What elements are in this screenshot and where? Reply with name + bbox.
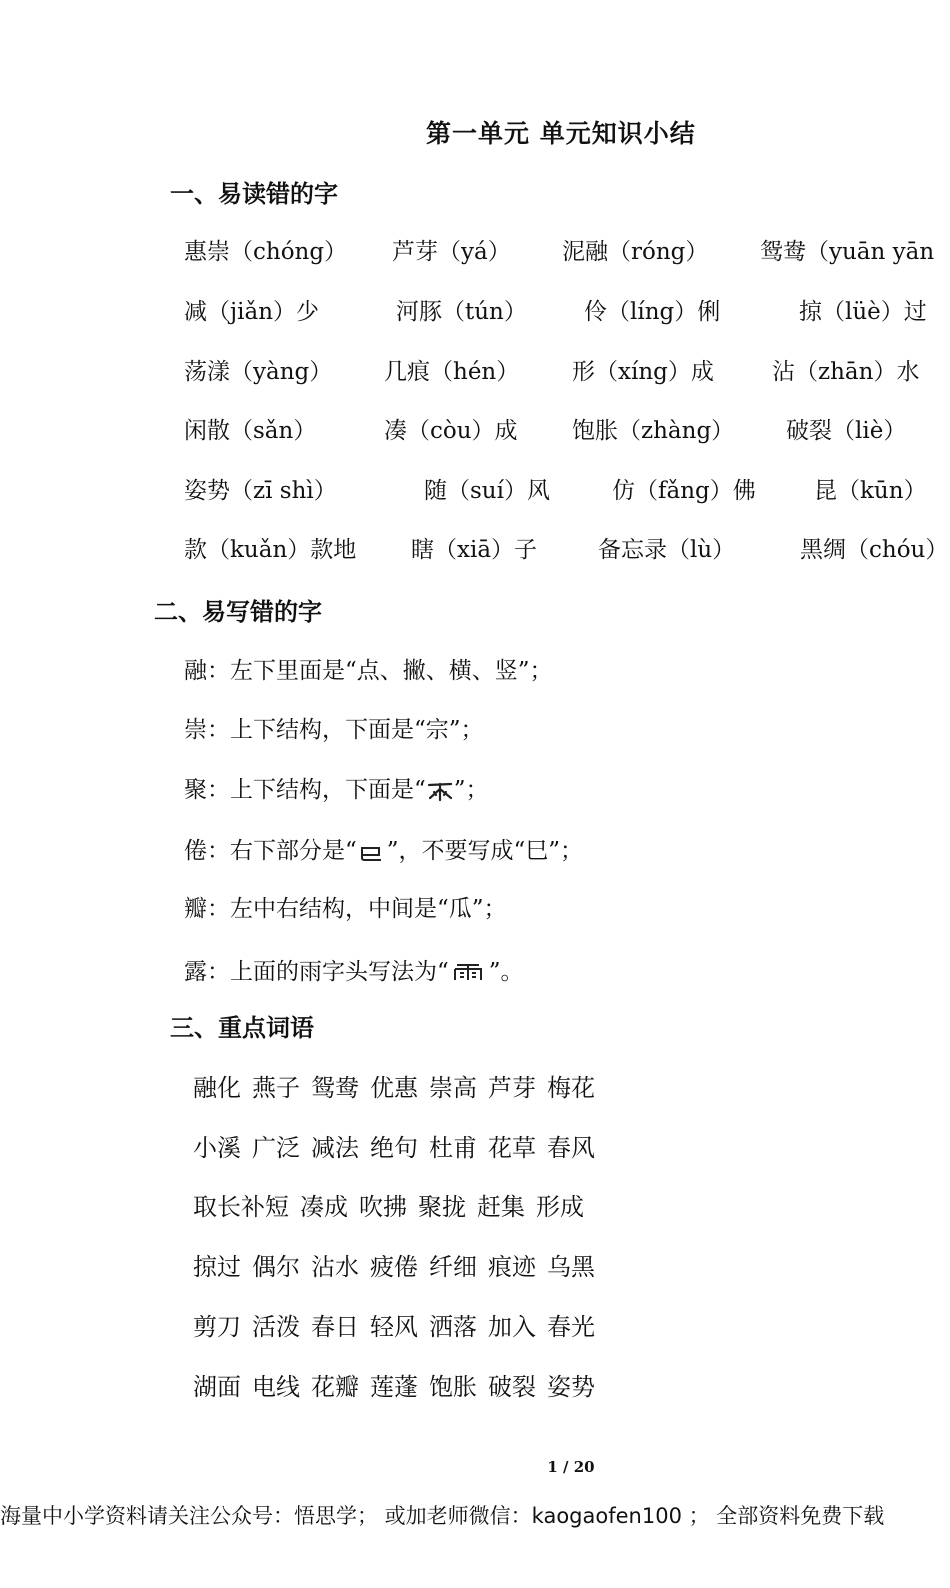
word: 春风 [547, 1134, 595, 1162]
word: 聚拢 [418, 1193, 466, 1221]
word-row [193, 1068, 606, 1103]
word-row [193, 1247, 606, 1282]
misread-item: 瞎（xiā）子 [411, 537, 538, 563]
word: 形成 [536, 1193, 584, 1221]
miswritten-line [184, 953, 524, 986]
misread-item: 仿（fǎng）佛 [612, 478, 756, 504]
miswritten-line: 崇：上下结构，下面是“宗”； [184, 717, 484, 743]
word: 广泛 [252, 1134, 300, 1162]
word: 纤细 [429, 1253, 477, 1281]
radical-glyph-image [426, 780, 454, 802]
word-row [193, 1307, 606, 1342]
word: 春光 [547, 1313, 595, 1341]
word: 活泼 [252, 1313, 300, 1341]
miswritten-line: 融：左下里面是“点、撇、横、竖”； [184, 658, 553, 684]
misread-item: 鸳鸯（yuān yān [760, 239, 935, 265]
word: 偶尔 [252, 1253, 300, 1281]
word: 绝句 [370, 1134, 418, 1162]
page-title: 第一单元 单元知识小结 [426, 119, 696, 148]
word: 掠过 [193, 1253, 241, 1281]
word: 疲倦 [370, 1253, 418, 1281]
word: 痕迹 [488, 1253, 536, 1281]
word: 优惠 [370, 1074, 418, 1102]
word-row [193, 1128, 606, 1163]
miswritten-line-text: ”。 [488, 959, 524, 985]
miswritten-line [184, 771, 489, 804]
miswritten-line-text: 倦：右下部分是“ [184, 838, 357, 864]
misread-item: 形（xíng）成 [572, 359, 714, 385]
miswritten-line-text: 露：上面的雨字头写法为“ [184, 959, 449, 985]
word: 鸳鸯 [311, 1074, 359, 1102]
misread-item: 泥融（róng） [562, 239, 709, 265]
word: 燕子 [252, 1074, 300, 1102]
miswritten-line-text: ”，不要写成“巳”； [386, 838, 584, 864]
misread-item: 惠崇（chóng） [184, 239, 348, 265]
word: 凑成 [300, 1193, 348, 1221]
misread-item: 伶（líng）俐 [584, 299, 721, 325]
misread-item: 随（suí）风 [424, 478, 550, 504]
miswritten-line-text: 聚：上下结构，下面是“ [184, 777, 426, 803]
section-heading-key-words: 三、重点词语 [170, 1013, 314, 1042]
misread-item: 掠（lüè）过 [799, 299, 927, 325]
misread-item: 沾（zhān）水 [772, 359, 920, 385]
word: 杜甫 [429, 1134, 477, 1162]
misread-item: 闲散（sǎn） [184, 418, 317, 444]
word: 减法 [311, 1134, 359, 1162]
word: 轻风 [370, 1313, 418, 1341]
word: 沾水 [311, 1253, 359, 1281]
word-row [193, 1187, 595, 1222]
word: 电线 [252, 1373, 300, 1401]
misread-item: 破裂（liè） [786, 418, 907, 444]
word-row [193, 1367, 606, 1402]
radical-glyph-image [357, 841, 387, 863]
misread-item: 荡漾（yàng） [184, 359, 333, 385]
misread-item: 芦芽（yá） [392, 239, 511, 265]
word: 春日 [311, 1313, 359, 1341]
section-heading-miswritten: 二、易写错的字 [154, 597, 322, 626]
misread-item: 凑（còu）成 [384, 418, 518, 444]
word: 赶集 [477, 1193, 525, 1221]
word: 梅花 [547, 1074, 595, 1102]
word: 花草 [488, 1134, 536, 1162]
word: 洒落 [429, 1313, 477, 1341]
word: 湖面 [193, 1373, 241, 1401]
word: 取长补短 [193, 1193, 289, 1221]
word: 小溪 [193, 1134, 241, 1162]
misread-item: 款（kuǎn）款地 [184, 537, 357, 563]
word: 破裂 [488, 1373, 536, 1401]
word: 崇高 [429, 1074, 477, 1102]
misread-item: 黑绸（chóu） [800, 537, 949, 563]
word: 姿势 [547, 1373, 595, 1401]
section-heading-misread: 一、易读错的字 [170, 179, 338, 208]
word: 莲蓬 [370, 1373, 418, 1401]
misread-item: 昆（kūn） [814, 478, 927, 504]
word: 花瓣 [311, 1373, 359, 1401]
misread-item: 姿势（zī shì） [184, 478, 337, 504]
word: 饱胀 [429, 1373, 477, 1401]
word: 吹拂 [359, 1193, 407, 1221]
rain-radical-glyph-image [449, 960, 489, 986]
misread-item: 减（jiǎn）少 [184, 299, 320, 325]
misread-item: 饱胀（zhàng） [572, 418, 735, 444]
word: 乌黑 [547, 1253, 595, 1281]
miswritten-line [184, 832, 583, 865]
word: 融化 [193, 1074, 241, 1102]
word: 加入 [488, 1313, 536, 1341]
misread-item: 河豚（tún） [396, 299, 527, 325]
misread-item: 备忘录（lù） [598, 537, 736, 563]
page-number: 1 / 20 [547, 1458, 595, 1476]
word: 剪刀 [193, 1313, 241, 1341]
word: 芦芽 [488, 1074, 536, 1102]
miswritten-line-text: ”； [453, 777, 489, 803]
misread-item: 几痕（hén） [384, 359, 520, 385]
footer-notice: 海量中小学资料请关注公众号：悟思学； 或加老师微信：kaogaofen100 ； 全部资料免费下载 [0, 1504, 885, 1528]
miswritten-line: 瓣：左中右结构，中间是“瓜”； [184, 896, 507, 922]
